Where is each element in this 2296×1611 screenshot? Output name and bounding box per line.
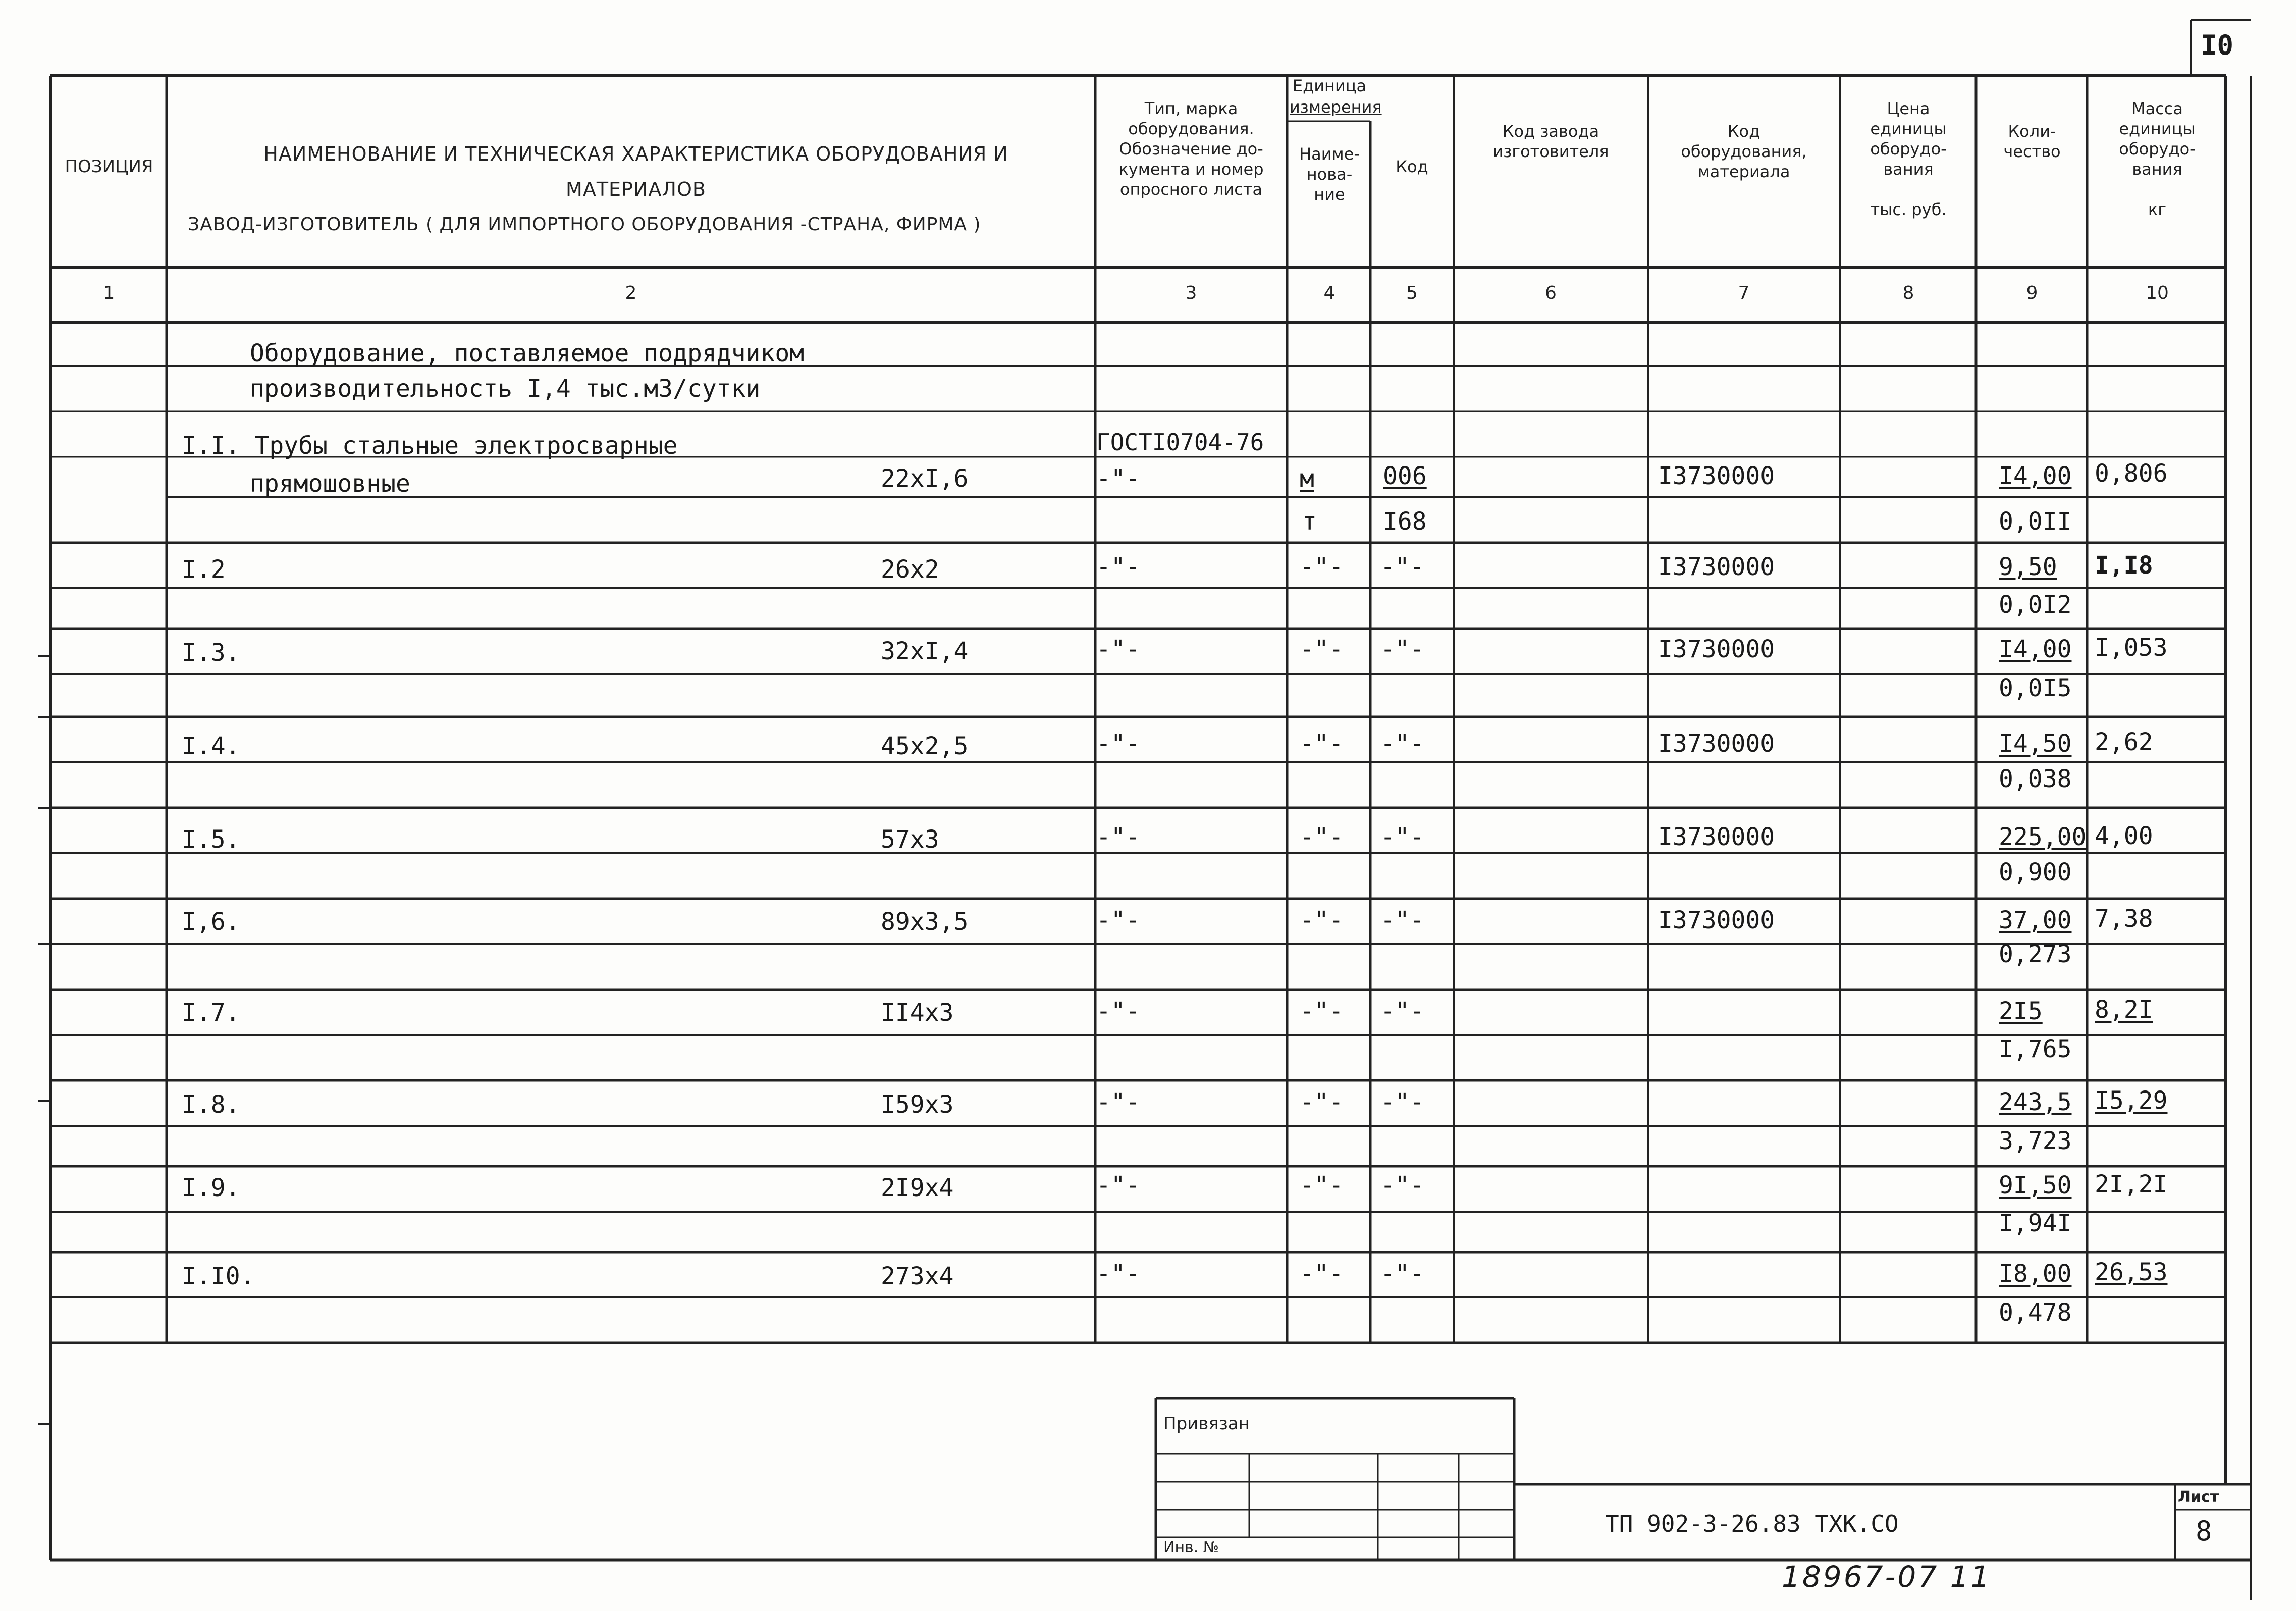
- row-position: I.I0.: [182, 1262, 255, 1290]
- row-mass: 8,2I: [2095, 996, 2153, 1024]
- column-number: 8: [1902, 283, 1914, 303]
- row-code: -"-: [1380, 1171, 1424, 1200]
- row-mass: 26,53: [2095, 1258, 2168, 1286]
- row-code: -"-: [1380, 997, 1424, 1025]
- row-quantity: I8,00: [1999, 1260, 2072, 1288]
- row-position: I.9.: [182, 1174, 240, 1202]
- item-code-m: 006: [1383, 462, 1427, 490]
- row-quantity: 243,5: [1999, 1088, 2072, 1116]
- row-quantity: 225,00: [1999, 823, 2087, 851]
- header-name-line3: ЗАВОД-ИЗГОТОВИТЕЛЬ ( ДЛЯ ИМПОРТНОГО ОБОРУДОВАНИЯ -СТРАНА, ФИРМА ): [188, 214, 981, 235]
- item-size: 22xI,6: [881, 464, 969, 493]
- drawing-sheet: I0 ПОЗИЦИЯ НАИМЕНОВАНИЕ И ТЕХНИЧЕСКАЯ ХАРАКТЕРИСТИКА ОБОРУДОВАНИЯ И МАТЕРИАЛОВ ЗАВОД-ИЗГОТОВИТЕЛЬ ( ДЛЯ ИМПОРТНОГО ОБОРУДОВАНИЯ -СТРАНА, ФИРМА ) Тип, марка оборудования. Обозначение до- кумента и номер опросного листа Единица измерения Наиме- нова- ние Код Код завода изготовителя Код оборудования, материала Цена единицы оборудо- вания тыс. руб. Коли- чество Масса единицы оборудо- вания кг 1 2 3 4 5 6 7 8 9 10 Оборудование, поставляемое подрядчиком производительность I,4 тыс.м3/сутки I.I. Трубы стальные электросварные ГОСТI0704-76 прямошовные 22xI,6 -"- м 006 I3730000 I4,00 0,806 т I68 0,0II I.2 26x2 -"- -"- -"- I3730000 9,50 I,I8 0,0I2 I.3. 32xI,4 -"- -"- -"- I3730000 I4,00 I,053 0,0I5 I.4. 45x2,5 -"- -"- -"- I3730000 I4,50 2,62 0,038 I.5. 57x3 -"- -"- -"- I3730000 225,00 4,00 0,900 I,6. 89x3,5 -"- -"- -"- I3730000 37,00 7,38 0,273 I.7. II4x3 -"- -"- -"- 2I5 8,2I I,765 I.8. I59x3 -"- -"- -"- 243,5 I5,29 3,723 I.9. 2I9x4 -"- -"- -"- 9I,50 2I,2I I,94I I.I0. 273x4 -"- -"- -"- I8,00 26,53 0,478 Привязан Инв. № ТП 902-3-26.83 ТХК.СО Лист 8 18967-07 11: [0, 0, 2296, 1611]
- column-number: 7: [1738, 283, 1750, 303]
- row-quantity-tonnes: 3,723: [1999, 1127, 2072, 1155]
- row-quantity-tonnes: 0,273: [1999, 940, 2072, 968]
- row-unit: -"-: [1300, 997, 1344, 1025]
- item-name-cont: прямошовные: [250, 470, 410, 498]
- row-doc: -"-: [1096, 1260, 1140, 1288]
- row-doc: -"-: [1096, 997, 1140, 1025]
- row-position: I.4.: [182, 732, 240, 760]
- item-doc-same: -"-: [1096, 464, 1140, 493]
- row-unit: -"-: [1300, 823, 1344, 851]
- row-quantity: 2I5: [1999, 997, 2043, 1025]
- row-doc: -"-: [1096, 553, 1140, 581]
- row-unit: -"-: [1300, 1260, 1344, 1288]
- row-size: 89x3,5: [881, 908, 969, 936]
- column-number: 5: [1406, 283, 1418, 303]
- row-position: I.3.: [182, 639, 240, 667]
- inventory-label: Инв. №: [1163, 1539, 1219, 1556]
- bound-label: Привязан: [1163, 1414, 1250, 1434]
- column-number: 6: [1545, 283, 1557, 303]
- header-name-line1: НАИМЕНОВАНИЕ И ТЕХНИЧЕСКАЯ ХАРАКТЕРИСТИКА ОБОРУДОВАНИЯ И: [263, 143, 1008, 165]
- document-code: ТП 902-3-26.83 ТХК.СО: [1605, 1510, 1899, 1537]
- row-size: 45x2,5: [881, 732, 969, 760]
- column-number: 2: [625, 283, 637, 303]
- row-code: -"-: [1380, 1260, 1424, 1288]
- row-doc: -"-: [1096, 906, 1140, 934]
- row-quantity-tonnes: 0,0I2: [1999, 591, 2072, 619]
- row-code: -"-: [1380, 823, 1424, 851]
- row-position: I.7.: [182, 999, 240, 1027]
- item-quantity: I4,00: [1999, 462, 2072, 490]
- row-size: 57x3: [881, 825, 939, 854]
- row-quantity: I4,00: [1999, 635, 2072, 663]
- row-unit: -"-: [1300, 906, 1344, 934]
- row-size: II4x3: [881, 999, 954, 1027]
- header-name-line2: МАТЕРИАЛОВ: [566, 178, 706, 200]
- row-size: I59x3: [881, 1090, 954, 1119]
- row-quantity: 9,50: [1999, 553, 2057, 581]
- item-unit-m: м: [1300, 464, 1314, 493]
- row-mass: 2I,2I: [2095, 1170, 2168, 1199]
- row-material-code: I3730000: [1658, 730, 1775, 758]
- row-doc: -"-: [1096, 635, 1140, 663]
- row-mass: I,I8: [2095, 551, 2153, 580]
- item-unit-t: т: [1302, 507, 1317, 536]
- column-number: 1: [103, 283, 115, 303]
- row-material-code: I3730000: [1658, 906, 1775, 934]
- section-capacity: производительность I,4 тыс.м3/сутки: [250, 375, 761, 403]
- inventory-number: 18967-07 11: [1782, 1560, 1992, 1594]
- row-quantity-tonnes: I,94I: [1999, 1209, 2072, 1237]
- row-doc: -"-: [1096, 1088, 1140, 1116]
- row-material-code: I3730000: [1658, 553, 1775, 581]
- row-unit: -"-: [1300, 553, 1344, 581]
- row-quantity: I4,50: [1999, 730, 2072, 758]
- row-material-code: I3730000: [1658, 635, 1775, 663]
- row-position: I,6.: [182, 908, 240, 936]
- row-code: -"-: [1380, 1088, 1424, 1116]
- row-mass: 7,38: [2095, 905, 2153, 933]
- row-quantity-tonnes: 0,900: [1999, 858, 2072, 887]
- row-quantity: 9I,50: [1999, 1171, 2072, 1200]
- sheet-label: Лист: [2178, 1488, 2219, 1506]
- sheet-number: 8: [2196, 1515, 2212, 1547]
- column-number: 10: [2146, 283, 2169, 303]
- item-mass: 0,806: [2095, 459, 2168, 488]
- row-size: 32xI,4: [881, 637, 969, 665]
- item-material-code: I3730000: [1658, 462, 1775, 490]
- row-mass: 4,00: [2095, 822, 2153, 850]
- row-quantity-tonnes: 0,0I5: [1999, 674, 2072, 702]
- row-size: 26x2: [881, 555, 939, 584]
- item-code-t: I68: [1383, 507, 1427, 536]
- row-position: I.8.: [182, 1090, 240, 1119]
- row-unit: -"-: [1300, 635, 1344, 663]
- sheet-corner-number: I0: [2201, 29, 2234, 61]
- row-code: -"-: [1380, 906, 1424, 934]
- row-doc: -"-: [1096, 823, 1140, 851]
- item-quantity-tonnes: 0,0II: [1999, 507, 2072, 536]
- row-mass: I,053: [2095, 634, 2168, 662]
- row-quantity-tonnes: I,765: [1999, 1035, 2072, 1063]
- row-quantity: 37,00: [1999, 906, 2072, 934]
- row-doc: -"-: [1096, 730, 1140, 758]
- column-number: 4: [1323, 283, 1336, 303]
- row-position: I.5.: [182, 825, 240, 854]
- row-mass: 2,62: [2095, 728, 2153, 756]
- row-code: -"-: [1380, 635, 1424, 663]
- row-doc: -"-: [1096, 1171, 1140, 1200]
- row-size: 2I9x4: [881, 1174, 954, 1202]
- item-doc: ГОСТI0704-76: [1096, 429, 1264, 456]
- item-position-name: I.I. Трубы стальные электросварные: [182, 432, 678, 460]
- row-unit: -"-: [1300, 1088, 1344, 1116]
- column-number: 9: [2026, 283, 2038, 303]
- row-size: 273x4: [881, 1262, 954, 1290]
- section-title: Оборудование, поставляемое подрядчиком: [250, 339, 805, 368]
- row-quantity-tonnes: 0,038: [1999, 765, 2072, 793]
- row-mass: I5,29: [2095, 1086, 2168, 1115]
- header-position: ПОЗИЦИЯ: [65, 157, 153, 177]
- row-quantity-tonnes: 0,478: [1999, 1298, 2072, 1327]
- row-position: I.2: [182, 555, 226, 584]
- row-code: -"-: [1380, 730, 1424, 758]
- row-unit: -"-: [1300, 1171, 1344, 1200]
- header-unit-code: Код: [1396, 157, 1428, 176]
- column-number: 3: [1185, 283, 1197, 303]
- row-code: -"-: [1380, 553, 1424, 581]
- row-material-code: I3730000: [1658, 823, 1775, 851]
- row-unit: -"-: [1300, 730, 1344, 758]
